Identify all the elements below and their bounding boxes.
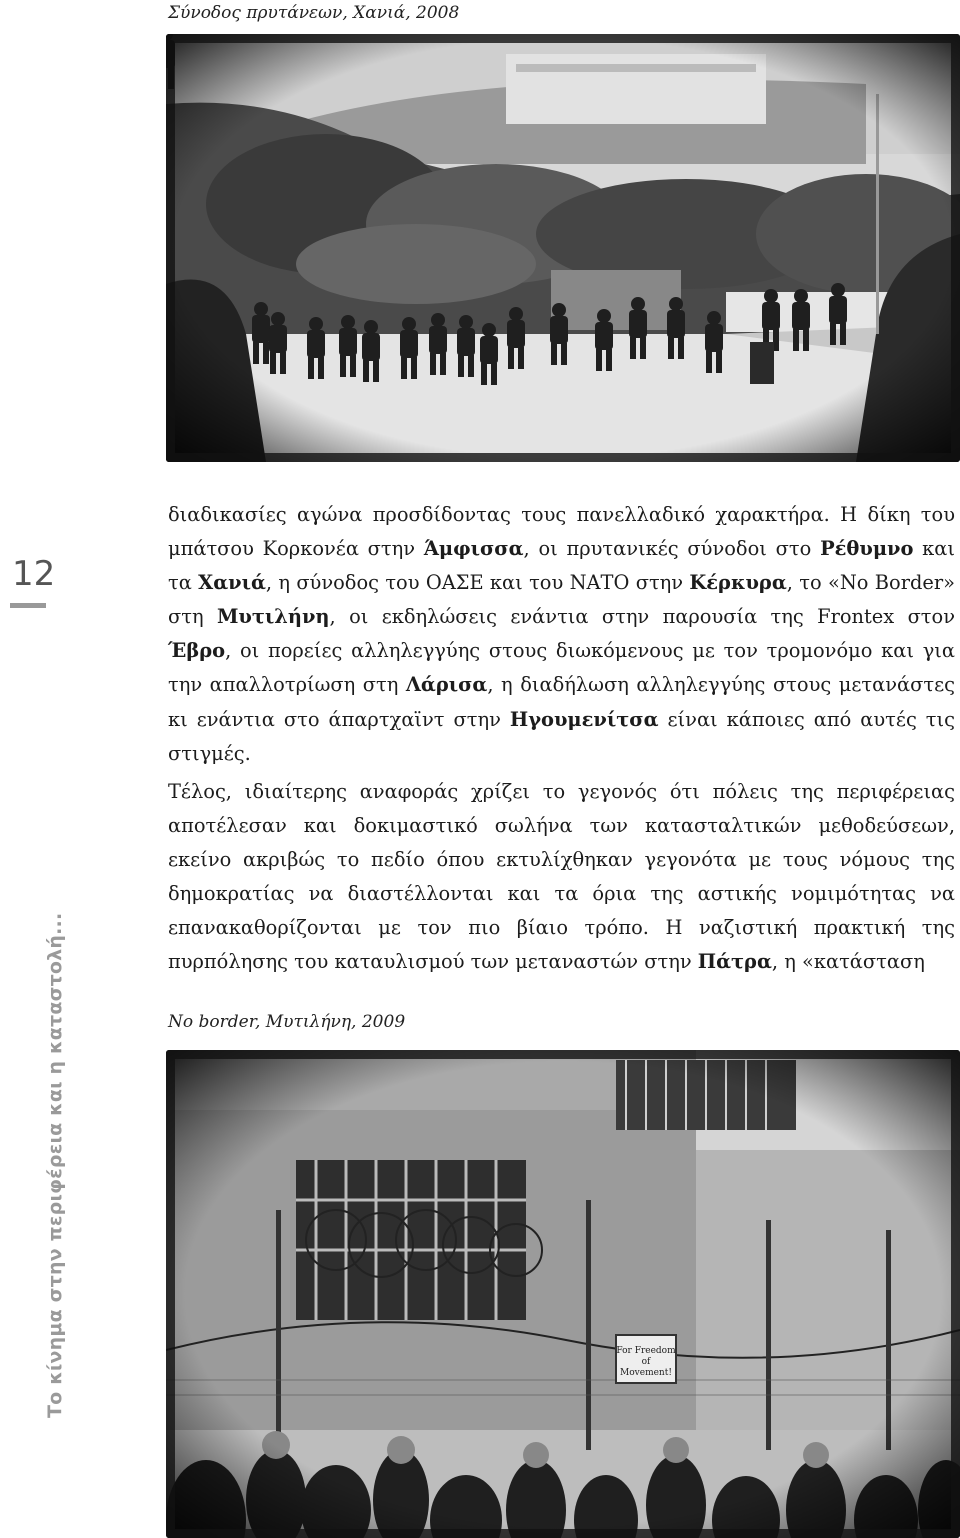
body-paragraph-2: Τέλος, ιδιαίτερης αναφοράς χρίζει το γεγονός ότι πόλεις της περιφέρειας αποτέλεσαν και δοκιμαστικό σωλήνα των κατασταλτικών μεθοδεύσεων, εκείνο ακριβώς το πεδίο όπου εκτυλίχθηκαν γεγονότα με τους νόμους της δημοκρατίας να διαστέλλονται και τα όρια της αστικής νομιμότητας να επανακαθορίζονται με τον πιο βίαιο τρόπο. Η ναζιστική πρακτική της πυρπόλησης του καταυλισμού των μεταναστών στην Πάτρα, η «κατάσταση (168, 780, 955, 974)
riot-police-photo (166, 34, 960, 462)
place-name-bold: Έβρο (168, 639, 226, 663)
running-side-title: Το κίνημα στην περιφέρεια και η καταστολή... (44, 912, 66, 1418)
photo-caption-bottom: No border, Μυτιλήνη, 2009 (168, 1012, 406, 1032)
place-name-bold: Μυτιλήνη (216, 605, 330, 629)
place-name-bold: Λάρισα (405, 673, 488, 697)
no-border-protest-photo (166, 1050, 960, 1538)
body-paragraph-1: διαδικασίες αγώνα προσδίδοντας τους πανελλαδικό χαρακτήρα. Η δίκη του μπάτσου Κορκονέα στην Άμφισσα, οι πρυτανικές σύνοδοι στο Ρέθυμνο και τα Χανιά, η σύνοδος του ΟΑΣΕ και του ΝΑΤΟ στην Κέρκυρα, το «No Border» στη Μυτιλήνη, οι εκδηλώσεις ενάντια στην παρουσία της Frontex στον Έβρο, οι πορείες αλληλεγγύης στους διωκόμενους με τον τρομονόμο και για την απαλλοτρίωση στη Λάρισα, η διαδήλωση αλληλεγγύης στους μετανάστες κι ενάντια στο άπαρτχαϊντ στην Ηγουμενίτσα είναι κάποιες από αυτές τις στιγμές. (168, 503, 956, 765)
place-name-bold: Ρέθυμνο (820, 537, 914, 561)
place-name-bold: Κέρκυρα (689, 571, 787, 595)
photo-caption-top: Σύνοδος πρυτάνεων, Χανιά, 2008 (168, 3, 460, 23)
place-name-bold: Χανιά (198, 571, 266, 595)
place-name-bold: Άμφισσα (423, 537, 524, 561)
place-name-bold: Ηγουμενίτσα (509, 707, 659, 731)
page-number: 12 (12, 554, 56, 594)
page-number-divider (10, 603, 46, 608)
place-name-bold: Πάτρα (697, 950, 772, 974)
